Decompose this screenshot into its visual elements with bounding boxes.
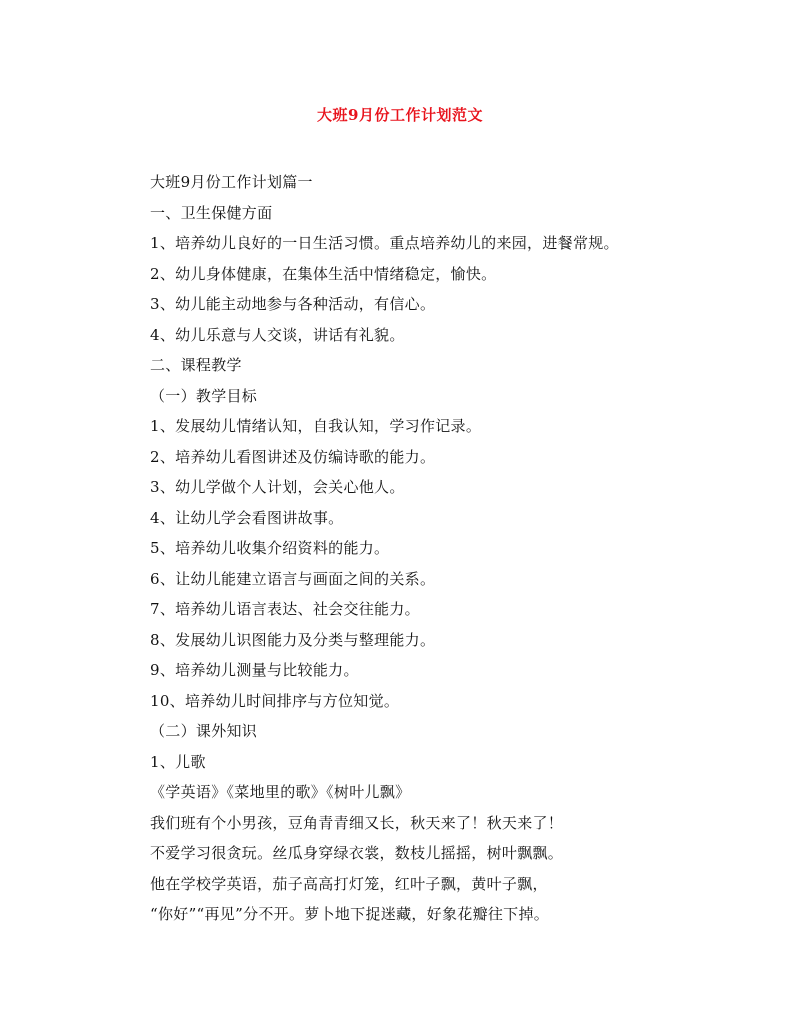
song-lyric-line: 我们班有个小男孩，豆角青青细又长，秋天来了！秋天来了！ bbox=[150, 813, 564, 832]
section-heading: 大班9月份工作计划篇一 bbox=[150, 173, 313, 191]
list-item: 8、发展幼儿识图能力及分类与整理能力。 bbox=[150, 630, 436, 649]
subsection-heading: 二、课程教学 bbox=[150, 356, 242, 374]
list-item: 2、幼儿身体健康，在集体生活中情绪稳定，愉快。 bbox=[150, 264, 497, 283]
subsection-heading: （二）课外知识 bbox=[150, 722, 258, 740]
list-item: 7、培养幼儿语言表达、社会交往能力。 bbox=[150, 600, 420, 618]
document-body bbox=[150, 167, 670, 930]
song-lyric-line: 不爱学习很贪玩。丝瓜身穿绿衣裳，数枝儿摇摇，树叶飘飘。 bbox=[150, 844, 564, 862]
list-item: 4、幼儿乐意与人交谈，讲话有礼貌。 bbox=[150, 325, 405, 344]
list-item: 9、培养幼儿测量与比较能力。 bbox=[150, 661, 359, 679]
list-item: 1、儿歌 bbox=[150, 752, 206, 771]
list-item: 3、幼儿学做个人计划，会关心他人。 bbox=[150, 478, 405, 496]
list-item: 3、幼儿能主动地参与各种活动，有信心。 bbox=[150, 295, 436, 313]
list-item: 6、让幼儿能建立语言与画面之间的关系。 bbox=[150, 569, 436, 588]
song-titles: 《学英语》《菜地里的歌》《树叶儿飘》 bbox=[150, 783, 411, 801]
song-lyric-line: 他在学校学英语，茄子高高打灯笼，红叶子飘，黄叶子飘， bbox=[150, 874, 548, 893]
list-item: 5、培养幼儿收集介绍资料的能力。 bbox=[150, 539, 390, 557]
list-item: 2、培养幼儿看图讲述及仿编诗歌的能力。 bbox=[150, 447, 436, 466]
list-item: 1、发展幼儿情绪认知，自我认知，学习作记录。 bbox=[150, 417, 482, 435]
subsection-heading: 一、卫生保健方面 bbox=[150, 203, 273, 222]
song-lyric-line: “你好”“再见”分不开。萝卜地下捉迷藏，好象花瓣往下掉。 bbox=[150, 905, 550, 923]
list-item: 4、让幼儿学会看图讲故事。 bbox=[150, 508, 344, 527]
subsection-heading: （一）教学目标 bbox=[150, 386, 258, 405]
list-item: 10、培养幼儿时间排序与方位知觉。 bbox=[150, 691, 400, 710]
document-title: 大班9月份工作计划范文 bbox=[317, 106, 483, 124]
list-item: 1、培养幼儿良好的一日生活习惯。重点培养幼儿的来园，进餐常规。 bbox=[150, 234, 619, 252]
